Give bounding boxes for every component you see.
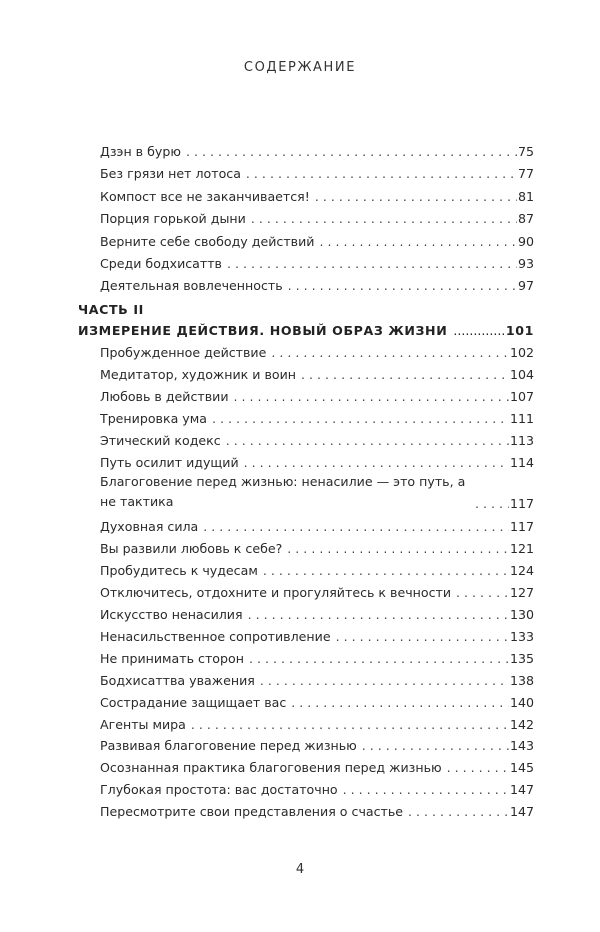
toc-entry-title: Отключитесь, отдохните и прогуляйтесь к вечности xyxy=(100,585,452,601)
leader-dots xyxy=(248,607,509,623)
part-label: ЧАСТЬ II xyxy=(78,302,144,317)
toc-entry[interactable] xyxy=(100,252,534,272)
toc-entry[interactable] xyxy=(100,341,534,361)
toc-entry[interactable] xyxy=(100,230,534,250)
page-heading: СОДЕРЖАНИЕ xyxy=(243,60,357,75)
toc-entry[interactable] xyxy=(100,515,534,535)
toc-entry-page: 77 xyxy=(517,166,534,182)
leader-dots xyxy=(343,782,509,798)
leader-dots xyxy=(319,234,517,250)
leader-dots xyxy=(453,323,504,338)
leader-dots xyxy=(291,695,509,711)
toc-entry-page: 117 xyxy=(509,496,534,512)
toc-entry[interactable] xyxy=(100,581,534,601)
toc-entry[interactable] xyxy=(100,669,534,689)
leader-dots xyxy=(447,760,509,776)
toc-entry[interactable] xyxy=(100,185,534,205)
leader-dots xyxy=(271,345,509,361)
toc-entry-page: 97 xyxy=(517,278,534,294)
toc-entry[interactable] xyxy=(100,625,534,645)
toc-entry[interactable] xyxy=(100,734,534,754)
leader-dots xyxy=(191,717,509,733)
leader-dots xyxy=(263,563,509,579)
leader-dots xyxy=(315,189,517,205)
toc-entry-page: 75 xyxy=(517,144,534,159)
leader-dots xyxy=(336,629,509,645)
toc-entry-title: Тренировка ума xyxy=(100,410,207,426)
toc-entry-title: Ненасильственное сопротивление xyxy=(100,628,331,644)
part-title-entry[interactable] xyxy=(78,318,534,338)
toc-entry[interactable] xyxy=(100,363,534,383)
leader-dots xyxy=(260,673,509,689)
toc-entry[interactable] xyxy=(100,778,534,798)
toc-entry[interactable] xyxy=(100,385,534,405)
toc-entry-title: Пробужденное действие xyxy=(100,345,267,360)
toc-entry[interactable] xyxy=(100,451,534,471)
toc-entry-title: Искусство ненасилия xyxy=(100,607,243,622)
toc-entry-page: 114 xyxy=(509,454,534,470)
toc-entry-page: 90 xyxy=(517,233,534,249)
leader-dots xyxy=(246,166,517,182)
toc-entry-title: Агенты мира xyxy=(100,716,186,732)
leader-dots xyxy=(251,211,517,227)
toc-entry-title: Сострадание защищает вас xyxy=(100,694,287,710)
toc-entry[interactable] xyxy=(100,691,534,711)
toc-entry-page: 113 xyxy=(509,432,534,448)
toc-entry-title: Дзэн в бурю xyxy=(100,144,181,159)
leader-dots xyxy=(301,367,509,383)
leader-dots xyxy=(203,519,509,535)
toc-entry[interactable] xyxy=(100,603,534,623)
toc-entry-title: Среди бодхисаттв xyxy=(100,256,222,271)
toc-entry[interactable] xyxy=(100,274,534,294)
leader-dots xyxy=(227,256,517,272)
toc-entry-title: Бодхисаттва уважения xyxy=(100,672,255,688)
toc-entry-title: Путь осилит идущий xyxy=(100,454,239,470)
toc-entry[interactable] xyxy=(100,472,534,512)
toc-entry-page: 142 xyxy=(509,716,534,732)
toc-entry-title: Вы развили любовь к себе? xyxy=(100,541,283,557)
toc-entry-title: Без грязи нет лотоса xyxy=(100,166,241,182)
toc-entry-title: Любовь в действии xyxy=(100,388,229,404)
toc-entry-page: 127 xyxy=(509,585,534,601)
toc-entry-page: 124 xyxy=(509,563,534,579)
toc-entry-title: Пересмотрите свои представления о счастье xyxy=(100,804,404,820)
toc-entry[interactable] xyxy=(100,647,534,667)
toc-entry[interactable] xyxy=(100,429,534,449)
toc-entry[interactable] xyxy=(100,537,534,557)
toc-entry[interactable] xyxy=(100,207,534,227)
leader-dots xyxy=(244,455,509,471)
toc-entry-title: Деятельная вовлеченность xyxy=(100,278,283,294)
leader-dots xyxy=(249,651,509,667)
toc-entry-page: 104 xyxy=(509,366,534,382)
toc-entry-page: 147 xyxy=(509,804,534,820)
toc-entry-page: 87 xyxy=(517,211,534,227)
part-title: ИЗМЕРЕНИЕ ДЕЙСТВИЯ. НОВЫЙ ОБРАЗ ЖИЗНИ xyxy=(78,323,448,338)
leader-dots xyxy=(475,496,509,512)
toc-entry-title: Пробудитесь к чудесам xyxy=(100,563,258,579)
toc-entry-title: Развивая благоговение перед жизнью xyxy=(100,738,357,754)
page-number: 4 xyxy=(295,862,305,877)
toc-entry-page: 145 xyxy=(509,760,534,776)
toc-entry-title: Компост все не заканчивается! xyxy=(100,188,310,204)
toc-entry-title: Духовная сила xyxy=(100,519,199,535)
leader-dots xyxy=(288,278,517,294)
toc-entry-title: Верните себе свободу действий xyxy=(100,233,315,249)
toc-entry-page: 133 xyxy=(509,628,534,644)
toc-entry-title: Благоговение перед жизнью: ненасилие — это путь, а не тактика xyxy=(100,474,466,510)
leader-dots xyxy=(287,541,509,557)
toc-entry-page: 93 xyxy=(517,256,534,271)
toc-entry-page: 135 xyxy=(509,650,534,666)
leader-dots xyxy=(226,433,509,449)
toc-entry-title: Медитатор, художник и воин xyxy=(100,366,297,382)
toc-entry[interactable] xyxy=(100,140,534,160)
toc-entry-title: Не принимать сторон xyxy=(100,650,244,666)
toc-entry[interactable] xyxy=(100,407,534,427)
leader-dots xyxy=(234,389,509,405)
toc-entry-page: 102 xyxy=(509,345,534,360)
part-page-number: 101 xyxy=(505,323,534,338)
toc-entry-page: 143 xyxy=(509,738,534,754)
toc-entry-title: Осознанная практика благоговения перед жизнью xyxy=(100,760,442,776)
toc-entry[interactable] xyxy=(100,713,534,733)
toc-entry-page: 81 xyxy=(517,188,534,204)
toc-entry-page: 138 xyxy=(509,672,534,688)
toc-entry[interactable] xyxy=(100,559,534,579)
toc-entry-page: 147 xyxy=(509,782,534,798)
toc-entry-page: 121 xyxy=(509,541,534,557)
toc-entry-page: 111 xyxy=(509,410,534,426)
leader-dots xyxy=(456,585,509,601)
leader-dots xyxy=(362,738,509,754)
toc-entry-page: 117 xyxy=(509,519,534,535)
toc-entry-title: Глубокая простота: вас достаточно xyxy=(100,782,338,798)
leader-dots xyxy=(186,144,517,160)
toc-entry-page: 107 xyxy=(509,388,534,404)
toc-entry[interactable] xyxy=(100,800,534,820)
toc-entry[interactable] xyxy=(100,756,534,776)
leader-dots xyxy=(212,411,509,427)
leader-dots xyxy=(408,804,509,820)
toc-entry-title: Порция горькой дыни xyxy=(100,211,246,227)
toc-entry-page: 130 xyxy=(509,607,534,622)
toc-entry[interactable] xyxy=(100,162,534,182)
toc-entry-page: 140 xyxy=(509,694,534,710)
toc-entry-title: Этический кодекс xyxy=(100,432,221,448)
